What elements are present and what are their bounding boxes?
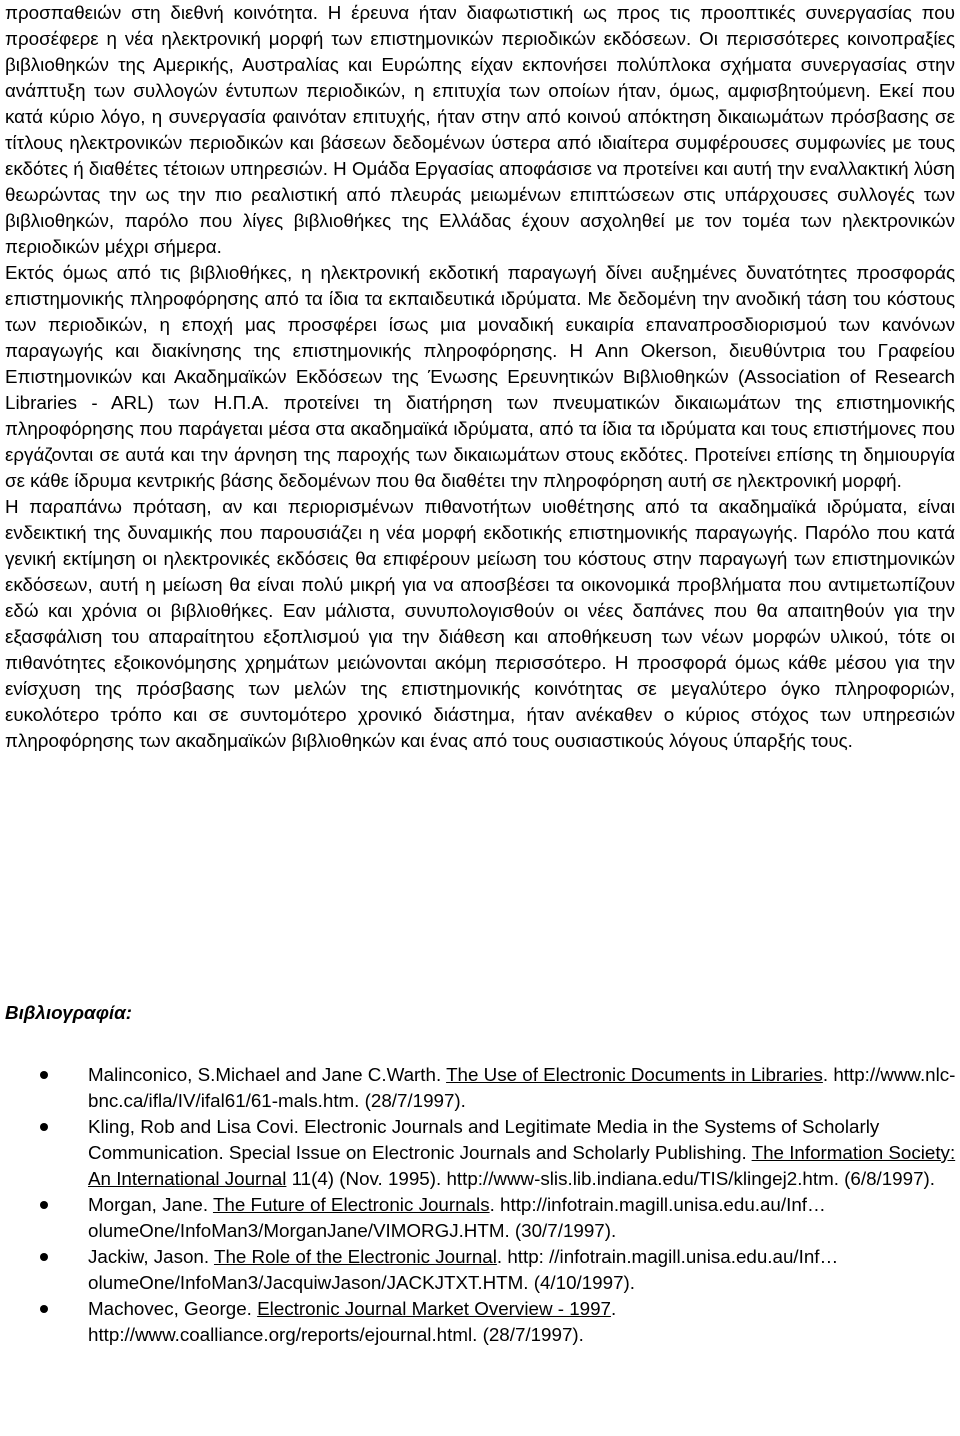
bullet-icon [40, 1305, 48, 1313]
entry-author: Machovec, George. [88, 1298, 258, 1319]
body-text [5, 0, 955, 754]
entry-author: Kling, Rob and Lisa Covi. Electronic Journals and Legitimate Media in the Systems of Scholarly Communication. Special Issue on Electronic Journals and Scholarly Publishing. [88, 1116, 880, 1163]
entry-title: Electronic Journal Market Overview - 1997 [257, 1298, 611, 1319]
entry-source: . http://infotrain.magill.unisa.edu.au/Inf…olumeOne/InfoMan3/MorganJane/VIMORGJ.HTM. (30/7/1997). [88, 1194, 826, 1241]
entry-title: The Information Society: An International Journal [88, 1142, 956, 1189]
entry-title: The Future of Electronic Journals [212, 1194, 490, 1215]
bibliography-list [0, 1062, 960, 1348]
entry-source: . http://www.coalliance.org/reports/ejournal.html. (28/7/1997). [88, 1298, 617, 1345]
bibliography-entry [0, 1192, 960, 1244]
entry-source: 11(4) (Nov. 1995). http://www-slis.lib.indiana.edu/TIS/klingej2.htm. (6/8/1997). [286, 1168, 935, 1189]
bullet-icon [40, 1253, 48, 1261]
paragraph-collaboration: προσπαθειών στη διεθνή κοινότητα. Η έρευνα ήταν διαφωτιστική ως προς τις προοπτικές συνεργασίας που προσέφερε η νέα ηλεκτρονική μορφή των επιστημονικών περιοδικών εκδόσεων. Οι περισσότερες κοινοπραξίες βιβλιοθηκών της Αμερικής, Αυστραλίας και Ευρώπης είχαν εκπονήσει πολύπλοκα σχήματα συνεργασίας στην ανάπτυξη των συλλογών έντυπων περιοδικών, η επιτυχία των οποίων ήταν, όμως, αμφισβητούμενη. Εκεί που κατά κύριο λόγο, η συνεργασία φαινόταν επιτυχής, ήταν στην από κοινού απόκτηση δικαιωμάτων πρόσβασης σε τίτλους ηλεκτρονικών περιοδικών και βάσεων δεδομένων ύστερα από ιδιαίτερα συμφέρουσες συμφωνίες με τους εκδότες ή διαθέτες τέτοιων υπηρεσιών. Η Ομάδα Εργασίας αποφάσισε να προτείνει και αυτή την εναλλακτική λύση θεωρώντας την ως την πιο ρεαλιστική από πλευράς μειωμένων επιπτώσεων στις υπάρχουσες συλλογές των βιβλιοθηκών, παρόλο που λίγες βιβλιοθήκες της Ελλάδας έχουν ασχοληθεί με τον τομέα των ηλεκτρονικών περιοδικών μέχρι σήμερα. [5, 2, 955, 257]
bullet-icon [40, 1123, 48, 1131]
entry-source: . http://www.nlc-bnc.ca/ifla/IV/ifal61/61-mals.htm. (28/7/1997). [88, 1064, 956, 1111]
paragraph-conclusion: Η παραπάνω πρόταση, αν και περιορισμένων πιθανοτήτων υιοθέτησης από τα ακαδημαϊκά ιδρύματα, είναι ενδεικτική της δυναμικής που παρουσιάζει η νέα μορφή εκδοτικής επιστημονικής παραγωγής. Παρόλο που κατά γενική εκτίμηση οι ηλεκτρονικές εκδόσεις θα επιφέρουν μείωση του κόστους στην παραγωγή των επιστημονικών εκδόσεων, αυτή η μείωση θα είναι πολύ μικρή για να αποσβέσει τα οικονομικά προβλήματα που αντιμετωπίζουν εδώ και χρόνια οι βιβλιοθήκες. Εαν μάλιστα, συνυπολογισθούν οι νέες δαπάνες που θα απαιτηθούν για την εξασφάλιση του απαραίτητου εξοπλισμού για την διάθεση και αποθήκευση των νέων μορφών υλικού, τότε οι πιθανότητες εξοικονόμησης χρημάτων μειώνονται ακόμη περισσότερο. Η προσφορά όμως κάθε μέσου για την ενίσχυση της πρόσβασης των μελών της επιστημονικής κοινότητας σε μεγαλύτερο όγκο πληροφοριών, ευκολότερο τρόπο και σε συντομότερο χρονικό διάστημα, ήταν ανέκαθεν ο κύριος στόχος των υπηρεσιών πληροφόρησης των ακαδημαϊκών βιβλιοθηκών και ένας από τους ουσιαστικούς λόγους ύπαρξής τους. [5, 496, 955, 751]
entry-source: . http: //infotrain.magill.unisa.edu.au/Inf…olumeOne/InfoMan3/JacquiwJason/JACKJTXT.HTM. (4/10/1997). [88, 1246, 839, 1293]
paragraph-electronic-publishing: Εκτός όμως από τις βιβλιοθήκες, η ηλεκτρονική εκδοτική παραγωγή δίνει αυξημένες δυνατότητες προσφοράς επιστημονικής πληροφόρησης από τα ίδια τα εκπαιδευτικά ιδρύματα. Με δεδομένη την ανοδική τάση του κόστους των περιοδικών, η εποχή μας προσφέρει ίσως μια μοναδική ευκαιρία επαναπροσδιορισμού των κανόνων παραγωγής και διακίνησης της επιστημονικής πληροφόρησης. Η Ann Okerson, διευθύντρια του Γραφείου Επιστημονικών και Ακαδημαϊκών Εκδόσεων της Ένωσης Ερευνητικών Βιβλιοθηκών (Association of Research Libraries - ARL) των Η.Π.Α. προτείνει τη διατήρηση των πνευματικών δικαιωμάτων της επιστημονικής πληροφόρησης που παράγεται μέσα στα ακαδημαϊκά ιδρύματα, από τα ίδια τα ιδρύματα και τους επιστήμονες που εργάζονται σε αυτά και την άρνηση της παροχής των δικαιωμάτων στους εκδότες. Προτείνει επίσης τη δημιουργία σε κάθε ίδρυμα κεντρικής βάσης δεδομένων που θα διαθέτει την πληροφόρηση αυτή σε ηλεκτρονική μορφή. [5, 262, 955, 491]
bibliography-entry [0, 1114, 960, 1192]
bibliography-entry [0, 1062, 960, 1114]
entry-title: The Use of Electronic Documents in Libraries [446, 1064, 823, 1085]
bullet-icon [40, 1071, 48, 1079]
entry-author: Jackiw, Jason. [88, 1246, 214, 1267]
bibliography-entry [0, 1296, 960, 1348]
bibliography-heading: Βιβλιογραφία: [5, 1002, 133, 1023]
entry-author: Malinconico, S.Michael and Jane C.Warth. [88, 1064, 447, 1085]
entry-author: Morgan, Jane. [88, 1194, 213, 1215]
bullet-icon [40, 1201, 48, 1209]
entry-title: The Role of the Electronic Journal [213, 1246, 497, 1267]
bibliography-entry [0, 1244, 960, 1296]
